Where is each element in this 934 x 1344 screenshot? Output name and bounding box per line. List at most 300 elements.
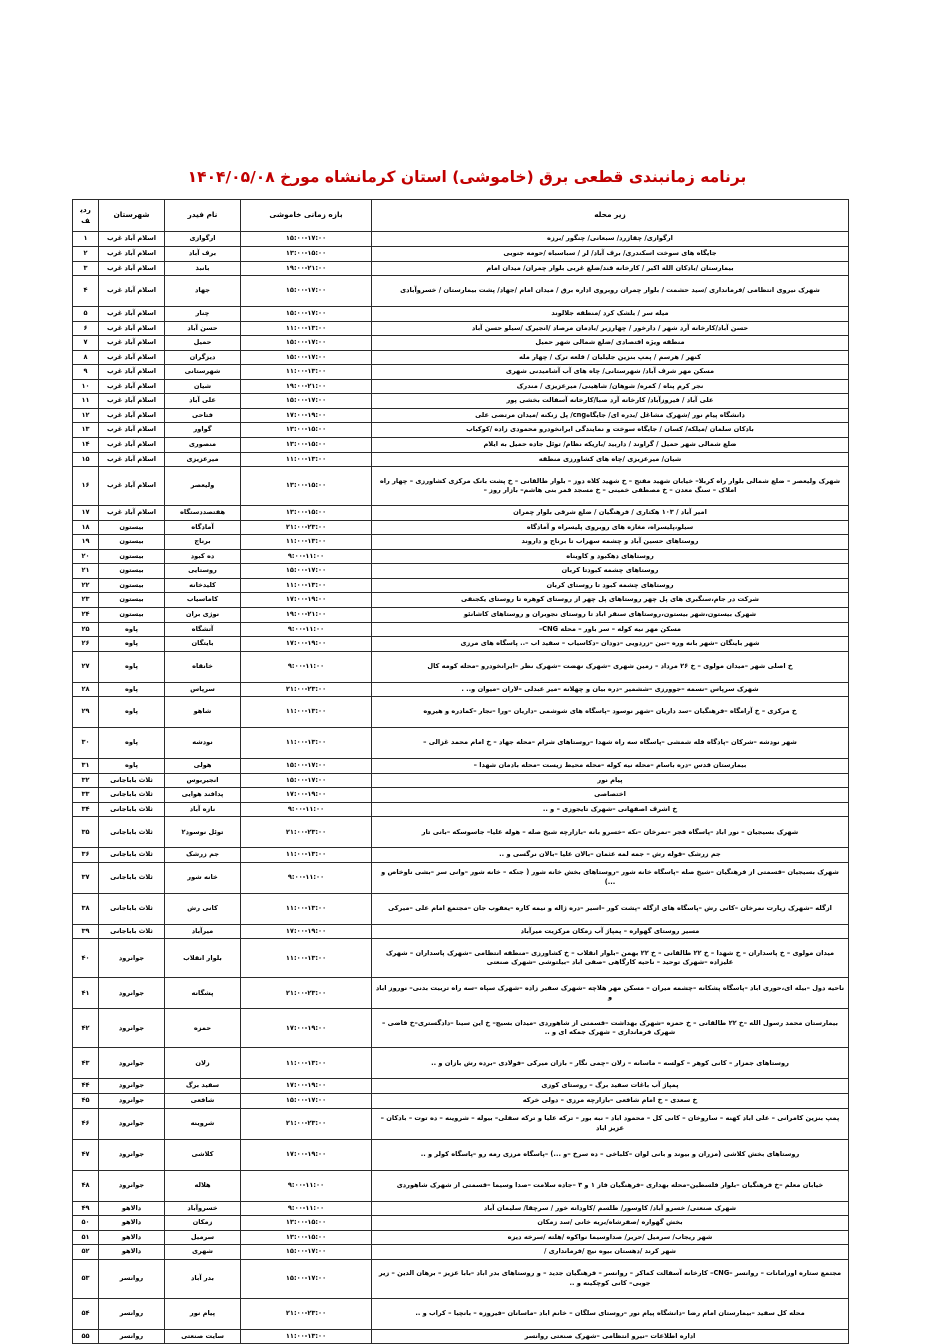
table-row [73, 1108, 849, 1139]
schedule-table-container [73, 199, 849, 1344]
cell-feeder-name: کلیدخانه [165, 578, 241, 593]
table-row [73, 759, 849, 774]
table-row [73, 802, 849, 817]
cell-row-number: ۹ [73, 365, 99, 380]
cell-row-number: ۵۴ [73, 1298, 99, 1329]
cell-row-number: ۳۱ [73, 759, 99, 774]
table-row [73, 365, 849, 380]
cell-feeder-name: سایت صنعتی [165, 1329, 241, 1344]
cell-feeder-name: علی آباد [165, 394, 241, 409]
cell-row-number: ۴۳ [73, 1048, 99, 1079]
table-row [73, 1079, 849, 1094]
cell-county: ثلاث باباجانی [99, 924, 165, 939]
cell-county: جوانرود [99, 939, 165, 978]
cell-feeder-name: خانقاه [165, 651, 241, 682]
table-row [73, 467, 849, 506]
cell-county: اسلام آباد غرب [99, 276, 165, 307]
cell-outage-time: ۲۱:۰۰-۲۳:۰۰ [241, 520, 372, 535]
cell-row-number: ۱ [73, 232, 99, 247]
cell-feeder-name: نوژی بران [165, 607, 241, 622]
cell-county: جوانرود [99, 1048, 165, 1079]
cell-sub-area: علی آباد / فیروزآباد/ کارخانه آرد صبا/کارخانه آسفالت بخشی پور [372, 394, 849, 409]
cell-sub-area: خ سعدی – خ امام شافعی –بازارچه مرزی – دولی خرکه [372, 1093, 849, 1108]
cell-outage-time: ۱۵:۰۰-۱۷:۰۰ [241, 394, 372, 409]
cell-feeder-name: جهاد [165, 276, 241, 307]
cell-feeder-name: برف آباد [165, 247, 241, 262]
cell-row-number: ۵۰ [73, 1216, 99, 1231]
table-row [73, 939, 849, 978]
cell-outage-time: ۱۵:۰۰-۱۷:۰۰ [241, 336, 372, 351]
cell-sub-area: خیابان معلم –خ فرهنگیان –بلوار فلسطین–محله بهداری –فرهنگیان فاز ۱ و ۳ –جاده سلامت –صدا وسیما –قسمتی از شهرک شاهوردی [372, 1170, 849, 1201]
cell-sub-area: مجتمع ستاره اورامانات – روانسر –CNG– کارخانه آسفالت کماکر – روانسر – فرهنگیان جدید – و روستاهای بدر اباد –بابا عزیز – برهان الدین – زیر جوبی– کانی کوچکینه و .. [372, 1259, 849, 1298]
cell-outage-time: ۲۱:۰۰-۲۳:۰۰ [241, 817, 372, 848]
cell-feeder-name: برناج [165, 535, 241, 550]
cell-county: اسلام آباد غرب [99, 247, 165, 262]
table-row [73, 261, 849, 276]
cell-outage-time: ۱۱:۰۰-۱۳:۰۰ [241, 1329, 372, 1344]
cell-row-number: ۲۱ [73, 564, 99, 579]
cell-outage-time: ۱۳:۰۰-۱۵:۰۰ [241, 467, 372, 506]
cell-row-number: ۱۶ [73, 467, 99, 506]
cell-county: دالاهو [99, 1245, 165, 1260]
cell-sub-area: روستاهای چشمه کبود تا روستای کربان [372, 578, 849, 593]
table-row [73, 682, 849, 697]
cell-outage-time: ۹:۰۰-۱۱:۰۰ [241, 651, 372, 682]
cell-county: جوانرود [99, 1079, 165, 1094]
cell-county: ثلاث باباجانی [99, 788, 165, 803]
cell-row-number: ۱۱ [73, 394, 99, 409]
cell-outage-time: ۱۵:۰۰-۱۷:۰۰ [241, 564, 372, 579]
cell-sub-area: روستاهای بخش کلاشی (مزران و بیوند و بانی لوان –کلباخی – ده سرخ –و ...) –پاسگاه مرزی رمه رو –پاسگاه کولر و .. [372, 1139, 849, 1170]
cell-county: پاوه [99, 728, 165, 759]
cell-feeder-name: کلاشی [165, 1139, 241, 1170]
cell-row-number: ۲۵ [73, 622, 99, 637]
table-row [73, 1170, 849, 1201]
cell-feeder-name: هفتصددستگاه [165, 506, 241, 521]
cell-row-number: ۵۲ [73, 1245, 99, 1260]
table-row [73, 848, 849, 863]
cell-sub-area: محله کل سفید –بیمارستان امام رضا –دانشگاه پیام نور –روستای سلگان – خانم اباد –ماسانان –فیروزه – بانچیا – کراب و .. [372, 1298, 849, 1329]
cell-outage-time: ۲۱:۰۰-۲۳:۰۰ [241, 1298, 372, 1329]
cell-county: بیستون [99, 564, 165, 579]
cell-sub-area: شهرک سرپاس –نسمه –جوورزی –ششمیر –دره بیان و چهلانه –میر عبدلی –لاران –میوان و.. . [372, 682, 849, 697]
cell-county: پاوه [99, 651, 165, 682]
cell-row-number: ۴۸ [73, 1170, 99, 1201]
cell-sub-area: منطقه ویژه اقتصادی /ضلع شمالی شهر حمیل [372, 336, 849, 351]
table-row [73, 350, 849, 365]
cell-sub-area: بخش گهواره /صفرشاه/بریه خانی /سد زمکان [372, 1216, 849, 1231]
cell-feeder-name: هلاله [165, 1170, 241, 1201]
cell-county: جوانرود [99, 978, 165, 1009]
cell-outage-time: ۹:۰۰-۱۱:۰۰ [241, 622, 372, 637]
cell-county: اسلام آباد غرب [99, 365, 165, 380]
cell-sub-area: خ اصلی شهر –میدان مولوی – خ ۲۶ مرداد – زمین شهری –شهرک نهضت –شهرک نظر –ایرانخودرو –محله کومه کال [372, 651, 849, 682]
table-row [73, 607, 849, 622]
cell-row-number: ۱۰ [73, 379, 99, 394]
cell-feeder-name: پشگانه [165, 978, 241, 1009]
table-row [73, 637, 849, 652]
table-row [73, 535, 849, 550]
page-title-container [0, 167, 934, 187]
cell-sub-area: شهرک نیروی انتظامی /فرمانداری /سید حشمت / بلوار چمران روبروی اداره برق / میدان امام /جهاد/ پشت بیمارستان / خسروآبادی [372, 276, 849, 307]
cell-sub-area: شهر باینگان –شهر بانه وره –تین –زردویی –دودان –دکاسیاب – سفید اب –.. پاسگاه های مرزی [372, 637, 849, 652]
table-row [73, 564, 849, 579]
cell-row-number: ۱۳ [73, 423, 99, 438]
cell-sub-area: مسیر روستای گهواره – پمپاژ آب زمکان مرکزیت میرآباد [372, 924, 849, 939]
table-row [73, 1048, 849, 1079]
cell-outage-time: ۱۱:۰۰-۱۳:۰۰ [241, 893, 372, 924]
cell-outage-time: ۱۵:۰۰-۱۷:۰۰ [241, 350, 372, 365]
cell-sub-area: سیلو،پلیسراه، مغازه های روبروی پلیسراه و آمادگاه [372, 520, 849, 535]
cell-outage-time: ۱۹:۰۰-۲۱:۰۰ [241, 607, 372, 622]
cell-outage-time: ۹:۰۰-۱۱:۰۰ [241, 802, 372, 817]
cell-county: بیستون [99, 520, 165, 535]
table-row [73, 773, 849, 788]
cell-outage-time: ۱۳:۰۰-۱۵:۰۰ [241, 247, 372, 262]
cell-outage-time: ۲۱:۰۰-۲۳:۰۰ [241, 682, 372, 697]
cell-county: جوانرود [99, 1108, 165, 1139]
cell-sub-area: بیمارستان محمد رسول الله –خ ۲۲ طالقانی – خ حمزه –شهرک بهداشت –قسمتی از شاهوردی –میدان بسیج– خ این سینا –دادگستری–خ قاضی –شهرک فرمانداری – شهرک جمکه ای و .. [372, 1009, 849, 1048]
table-row [73, 1201, 849, 1216]
cell-outage-time: ۱۷:۰۰-۱۹:۰۰ [241, 788, 372, 803]
table-row [73, 978, 849, 1009]
cell-county: پاوه [99, 622, 165, 637]
cell-sub-area: ازگله –شهرک زیارت نمرخان –کانی رش –پاسگاه های ازگله –پشت کور –اسیر –دره ژاله و نیمه کاره –یعقوب جان –مجتمع امام علی –میرکی [372, 893, 849, 924]
cell-feeder-name: سفید برگ [165, 1079, 241, 1094]
cell-row-number: ۱۷ [73, 506, 99, 521]
table-row [73, 506, 849, 521]
cell-sub-area: امیر آباد / ۱۰۳ هکتاری / فرهنگیان / ضلع شرقی بلوار چمران [372, 506, 849, 521]
table-row [73, 862, 849, 893]
cell-outage-time: ۱۷:۰۰-۱۹:۰۰ [241, 637, 372, 652]
table-row [73, 247, 849, 262]
cell-sub-area: شهر ریجاب/ سرمیل /حربر/ صداوسیما نواکوه /هلته /سرخه دیزه [372, 1230, 849, 1245]
cell-feeder-name: فتاحی [165, 408, 241, 423]
table-row [73, 1216, 849, 1231]
cell-county: ثلاث باباجانی [99, 893, 165, 924]
cell-county: اسلام آباد غرب [99, 452, 165, 467]
cell-feeder-name: شاهو [165, 697, 241, 728]
table-body [73, 232, 849, 1344]
cell-feeder-name: کاماسیاب [165, 593, 241, 608]
column-header-area: زیر محله [372, 200, 849, 232]
cell-outage-time: ۱۵:۰۰-۱۷:۰۰ [241, 1245, 372, 1260]
cell-row-number: ۴۱ [73, 978, 99, 1009]
cell-county: بیستون [99, 607, 165, 622]
cell-feeder-name: ولیعصر [165, 467, 241, 506]
cell-row-number: ۳۵ [73, 817, 99, 848]
table-row [73, 651, 849, 682]
cell-row-number: ۲۹ [73, 697, 99, 728]
cell-county: روانسر [99, 1259, 165, 1298]
cell-row-number: ۱۵ [73, 452, 99, 467]
cell-row-number: ۴۶ [73, 1108, 99, 1139]
cell-sub-area: جم زرشک –قوله رش – جمه لمه عثمان –بالان علیا –بالان نرگسی و .. [372, 848, 849, 863]
cell-sub-area: بیمارستان /بادکان الله اکبر / کارخانه قند/ضلع غربی بلوار چمران/ میدان امام [372, 261, 849, 276]
cell-row-number: ۵۳ [73, 1259, 99, 1298]
outage-schedule-table [72, 199, 849, 1344]
cell-feeder-name: شیان [165, 379, 241, 394]
cell-county: ثلاث باباجانی [99, 802, 165, 817]
cell-county: روانسر [99, 1329, 165, 1344]
cell-county: جوانرود [99, 1009, 165, 1048]
cell-feeder-name: ده کبود [165, 549, 241, 564]
cell-outage-time: ۹:۰۰-۱۱:۰۰ [241, 862, 372, 893]
table-row [73, 788, 849, 803]
cell-outage-time: ۱۳:۰۰-۱۵:۰۰ [241, 438, 372, 453]
cell-county: اسلام آباد غرب [99, 321, 165, 336]
cell-sub-area: حسن آباد/کارخانه آرد شهر / دارخور / چهارزبر /بادمان مرصاد /انجیرک /سیلو حسن آباد [372, 321, 849, 336]
cell-row-number: ۴۲ [73, 1009, 99, 1048]
cell-sub-area: بیمارستان قدس –دره باسام –محله نیه کوله –محله محیط زیست –محله بادمان شهدا – [372, 759, 849, 774]
cell-row-number: ۸ [73, 350, 99, 365]
cell-sub-area: میدان مولوی – خ پاسداران – خ شهدا – خ ۲۲ طالقانی – خ ۲۲ بهمن –بلوار انقلاب – خ کشاورزی –منطقه انتظامی –شهرک پاسداران – شهرک علیزاده –شهرک توحید – ناحیه کارگاهی –صفی اباد –بیلتوشی –شهرک صنعتی [372, 939, 849, 978]
cell-feeder-name: دیزگران [165, 350, 241, 365]
table-row [73, 1329, 849, 1344]
cell-county: دالاهو [99, 1230, 165, 1245]
cell-feeder-name: آمادگاه [165, 520, 241, 535]
cell-row-number: ۷ [73, 336, 99, 351]
cell-outage-time: ۱۱:۰۰-۱۳:۰۰ [241, 697, 372, 728]
table-row [73, 438, 849, 453]
table-row [73, 336, 849, 351]
table-row [73, 1230, 849, 1245]
cell-feeder-name: شافعی [165, 1093, 241, 1108]
cell-outage-time: ۱۱:۰۰-۱۳:۰۰ [241, 1048, 372, 1079]
cell-sub-area: روستاهای حسین آباد و چشمه سهراب تا برناج و داروند [372, 535, 849, 550]
cell-county: اسلام آباد غرب [99, 423, 165, 438]
cell-county: اسلام آباد غرب [99, 467, 165, 506]
table-row [73, 232, 849, 247]
cell-county: ثلاث باباجانی [99, 848, 165, 863]
cell-row-number: ۵ [73, 307, 99, 322]
table-row [73, 307, 849, 322]
cell-feeder-name: حمزه [165, 1009, 241, 1048]
cell-feeder-name: نودشه [165, 728, 241, 759]
cell-row-number: ۲۰ [73, 549, 99, 564]
cell-feeder-name: زلان [165, 1048, 241, 1079]
cell-county: بیستون [99, 593, 165, 608]
table-row [73, 1259, 849, 1298]
cell-sub-area: شهرک بسیجیان –قسمتی از فرهنگیان –شیخ صله –پاسگاه خانه شور –روستاهای بخش خانه شور ( جنکه – خانه شور –وانی سر –بشی ناوخاص و ...) [372, 862, 849, 893]
cell-county: پاوه [99, 682, 165, 697]
cell-row-number: ۳۹ [73, 924, 99, 939]
table-row [73, 549, 849, 564]
cell-feeder-name: توئل نوسود۲ [165, 817, 241, 848]
cell-sub-area: دانشگاه پیام نور /شهرک مشاغل /بدره ای/ جایگاهcng/ پل زنکنه /میدان مرتضی علی [372, 408, 849, 423]
cell-feeder-name: بانبذ [165, 261, 241, 276]
cell-row-number: ۱۸ [73, 520, 99, 535]
cell-sub-area: روستاهای جمزار – کانی کوهر – کولسه – ماسانه – زلان –چمی نگار – بازان میرکی –فولادی –برده رش بازان و .. [372, 1048, 849, 1079]
cell-county: پاوه [99, 697, 165, 728]
cell-outage-time: ۹:۰۰-۱۱:۰۰ [241, 549, 372, 564]
cell-sub-area: جایگاه های سوخت اسکندری/ برف آباد/ لر / سباسباه /حومه جنوبی [372, 247, 849, 262]
cell-row-number: ۳۲ [73, 773, 99, 788]
cell-outage-time: ۱۹:۰۰-۲۱:۰۰ [241, 261, 372, 276]
cell-sub-area: خ اشرف اصفهانی –شهرک تایجوزی – و .. [372, 802, 849, 817]
cell-sub-area: شهرک بسیجیان – نور اباد –پاسگاه قجر –نمرخان –نکه –خسرو بانه –بازارچه شیخ صله – هوله علیا– جاسوسکه –بانی تار [372, 817, 849, 848]
cell-outage-time: ۱۳:۰۰-۱۵:۰۰ [241, 1216, 372, 1231]
cell-row-number: ۳۸ [73, 893, 99, 924]
cell-outage-time: ۱۷:۰۰-۱۹:۰۰ [241, 1079, 372, 1094]
cell-sub-area: خ مرکزی – خ آرامگاه –فرهنگیان –سد داریان –شهر نوسود –پاسگاه های شوشمی –داریان –ورا –نجار –کمادره و هیروه [372, 697, 849, 728]
cell-row-number: ۴۹ [73, 1201, 99, 1216]
cell-feeder-name: بدر آباد [165, 1259, 241, 1298]
cell-outage-time: ۱۷:۰۰-۱۹:۰۰ [241, 593, 372, 608]
table-row [73, 520, 849, 535]
cell-feeder-name: شروینه [165, 1108, 241, 1139]
cell-outage-time: ۱۹:۰۰-۲۱:۰۰ [241, 379, 372, 394]
cell-county: اسلام آباد غرب [99, 506, 165, 521]
cell-feeder-name: پیام نور [165, 1298, 241, 1329]
cell-feeder-name: زمکان [165, 1216, 241, 1231]
cell-outage-time: ۱۵:۰۰-۱۷:۰۰ [241, 307, 372, 322]
cell-sub-area: نجر کرم پناه / کمره/ شوهان/ شاهینی/ میرعزیزی / مندرک [372, 379, 849, 394]
cell-feeder-name: سرپاس [165, 682, 241, 697]
cell-feeder-name: خانه شور [165, 862, 241, 893]
table-row [73, 893, 849, 924]
cell-row-number: ۳۴ [73, 802, 99, 817]
cell-sub-area: شیان/ میرعزیزی /چاه های کشاورزی منطقه [372, 452, 849, 467]
cell-county: اسلام آباد غرب [99, 336, 165, 351]
table-header-row [73, 200, 849, 232]
cell-feeder-name: نازه آباد [165, 802, 241, 817]
cell-outage-time: ۹:۰۰-۱۱:۰۰ [241, 1201, 372, 1216]
cell-county: ثلاث باباجانی [99, 862, 165, 893]
cell-outage-time: ۲۱:۰۰-۲۳:۰۰ [241, 978, 372, 1009]
column-header-radif: ردیف [73, 200, 99, 232]
cell-outage-time: ۱۱:۰۰-۱۳:۰۰ [241, 535, 372, 550]
table-row [73, 423, 849, 438]
cell-feeder-name: گواور [165, 423, 241, 438]
table-row [73, 1245, 849, 1260]
page-title: برنامه زمانبندی قطعی برق (خاموشی) استان کرمانشاه مورخ ۱۴۰۴/۰۵/۰۸ [187, 168, 747, 186]
cell-sub-area: شرکت در جام،سنگبری های پل چهر روستاهای پل چهر از روستای کوهره تا روستای یکجنفی [372, 593, 849, 608]
cell-county: بیستون [99, 535, 165, 550]
cell-row-number: ۳۶ [73, 848, 99, 863]
cell-feeder-name: جم زرشک [165, 848, 241, 863]
cell-county: بیستون [99, 549, 165, 564]
cell-outage-time: ۱۳:۰۰-۱۵:۰۰ [241, 423, 372, 438]
cell-sub-area: روستاهای دهکبود و کاویناه [372, 549, 849, 564]
cell-outage-time: ۹:۰۰-۱۱:۰۰ [241, 1170, 372, 1201]
cell-outage-time: ۲۱:۰۰-۲۳:۰۰ [241, 1108, 372, 1139]
cell-outage-time: ۱۷:۰۰-۱۹:۰۰ [241, 1139, 372, 1170]
table-row [73, 1298, 849, 1329]
cell-outage-time: ۱۱:۰۰-۱۳:۰۰ [241, 728, 372, 759]
table-header [73, 200, 849, 232]
cell-row-number: ۴۰ [73, 939, 99, 978]
cell-outage-time: ۱۳:۰۰-۱۵:۰۰ [241, 1230, 372, 1245]
cell-row-number: ۲۳ [73, 593, 99, 608]
cell-feeder-name: روستایی [165, 564, 241, 579]
cell-feeder-name: سرمیل [165, 1230, 241, 1245]
table-row [73, 394, 849, 409]
cell-outage-time: ۱۵:۰۰-۱۷:۰۰ [241, 1093, 372, 1108]
cell-county: پاوه [99, 637, 165, 652]
cell-outage-time: ۱۵:۰۰-۱۷:۰۰ [241, 759, 372, 774]
cell-feeder-name: شهری [165, 1245, 241, 1260]
cell-row-number: ۴۵ [73, 1093, 99, 1108]
table-row [73, 593, 849, 608]
cell-county: اسلام آباد غرب [99, 350, 165, 365]
cell-county: اسلام آباد غرب [99, 379, 165, 394]
cell-county: جوانرود [99, 1170, 165, 1201]
cell-row-number: ۳۳ [73, 788, 99, 803]
table-row [73, 728, 849, 759]
cell-feeder-name: بایتگان [165, 637, 241, 652]
cell-row-number: ۳۷ [73, 862, 99, 893]
cell-row-number: ۶ [73, 321, 99, 336]
cell-row-number: ۲ [73, 247, 99, 262]
cell-row-number: ۴ [73, 276, 99, 307]
cell-feeder-name: چنار [165, 307, 241, 322]
cell-outage-time: ۱۱:۰۰-۱۳:۰۰ [241, 452, 372, 467]
cell-outage-time: ۱۵:۰۰-۱۷:۰۰ [241, 232, 372, 247]
cell-feeder-name: انجیربوس [165, 773, 241, 788]
cell-row-number: ۵۵ [73, 1329, 99, 1344]
cell-county: اسلام آباد غرب [99, 394, 165, 409]
table-row [73, 1139, 849, 1170]
cell-row-number: ۱۹ [73, 535, 99, 550]
cell-outage-time: ۱۷:۰۰-۱۹:۰۰ [241, 408, 372, 423]
cell-sub-area: روستاهای چشمه کبودتا کربان [372, 564, 849, 579]
cell-feeder-name: میرعزیزی [165, 452, 241, 467]
cell-outage-time: ۱۵:۰۰-۱۷:۰۰ [241, 773, 372, 788]
cell-sub-area: کنهر / هرسم / پمپ بنزین جلیلیان / قلعه ترک / چهار مله [372, 350, 849, 365]
cell-county: دالاهو [99, 1201, 165, 1216]
table-row [73, 578, 849, 593]
cell-sub-area: شهر کرند /دهستان بیوه نیج /فرمانداری / [372, 1245, 849, 1260]
cell-county: اسلام آباد غرب [99, 307, 165, 322]
cell-sub-area: ارگوازی/ چقازرد/ سبعانی/ چنگور /برزه [372, 232, 849, 247]
cell-outage-time: ۱۵:۰۰-۱۷:۰۰ [241, 276, 372, 307]
cell-outage-time: ۱۱:۰۰-۱۳:۰۰ [241, 939, 372, 978]
cell-sub-area: اداره اطلاعات –نیرو انتظامی –شهرک صنعتی روانسر [372, 1329, 849, 1344]
cell-feeder-name: خسروآباد [165, 1201, 241, 1216]
cell-row-number: ۵۱ [73, 1230, 99, 1245]
cell-feeder-name: شهرستانی [165, 365, 241, 380]
cell-row-number: ۳ [73, 261, 99, 276]
cell-sub-area: ناحیه دول –بیله ای،حوری اباد –پاسگاه پشکانه –چشمه میران – مسکن مهر هلاچه –شهرک سفیر زاده –شهرک سپاه –سه راه تربیت بدنی– نوروز اباد و [372, 978, 849, 1009]
cell-sub-area: شهرک صنعتی/ خسرو آباد/ کاوسور/ طلسم /کاودانه خور / سرچقا/ سلیمان آباد [372, 1201, 849, 1216]
cell-county: پاوه [99, 759, 165, 774]
table-row [73, 321, 849, 336]
cell-feeder-name: آتشگاه [165, 622, 241, 637]
cell-feeder-name: حمیل [165, 336, 241, 351]
table-row [73, 452, 849, 467]
table-row [73, 622, 849, 637]
cell-county: جوانرود [99, 1093, 165, 1108]
cell-feeder-name: هولی [165, 759, 241, 774]
column-header-feeder: نام فیدر [165, 200, 241, 232]
cell-county: بیستون [99, 578, 165, 593]
cell-row-number: ۲۸ [73, 682, 99, 697]
cell-feeder-name: بلوار انقلاب [165, 939, 241, 978]
table-row [73, 276, 849, 307]
cell-sub-area: بادکان سلمان /میلکه/ کسان / جایگاه سوخت و نمایندگی ایرانخودرو محمودی زاده /کوکباب [372, 423, 849, 438]
cell-row-number: ۱۲ [73, 408, 99, 423]
cell-sub-area: اختصاصی [372, 788, 849, 803]
cell-sub-area: پمپ بنزین کامرانی – علی اباد کهنه – ساروخان – کانی کل – محمود اباد – نبه بور – ترکه علیا و ترکه سفلی– بیوله – شروینه – ده توت – بادکان –عزیز اباد [372, 1108, 849, 1139]
cell-feeder-name: ارگوازی [165, 232, 241, 247]
cell-row-number: ۳۰ [73, 728, 99, 759]
table-row [73, 924, 849, 939]
cell-county: اسلام آباد غرب [99, 408, 165, 423]
cell-county: اسلام آباد غرب [99, 261, 165, 276]
cell-outage-time: ۱۱:۰۰-۱۳:۰۰ [241, 578, 372, 593]
cell-sub-area: ضلع شمالی شهر حمیل / گراوند / داربید /باریکه نظام/ توئل جاده حمیل به ایلام [372, 438, 849, 453]
